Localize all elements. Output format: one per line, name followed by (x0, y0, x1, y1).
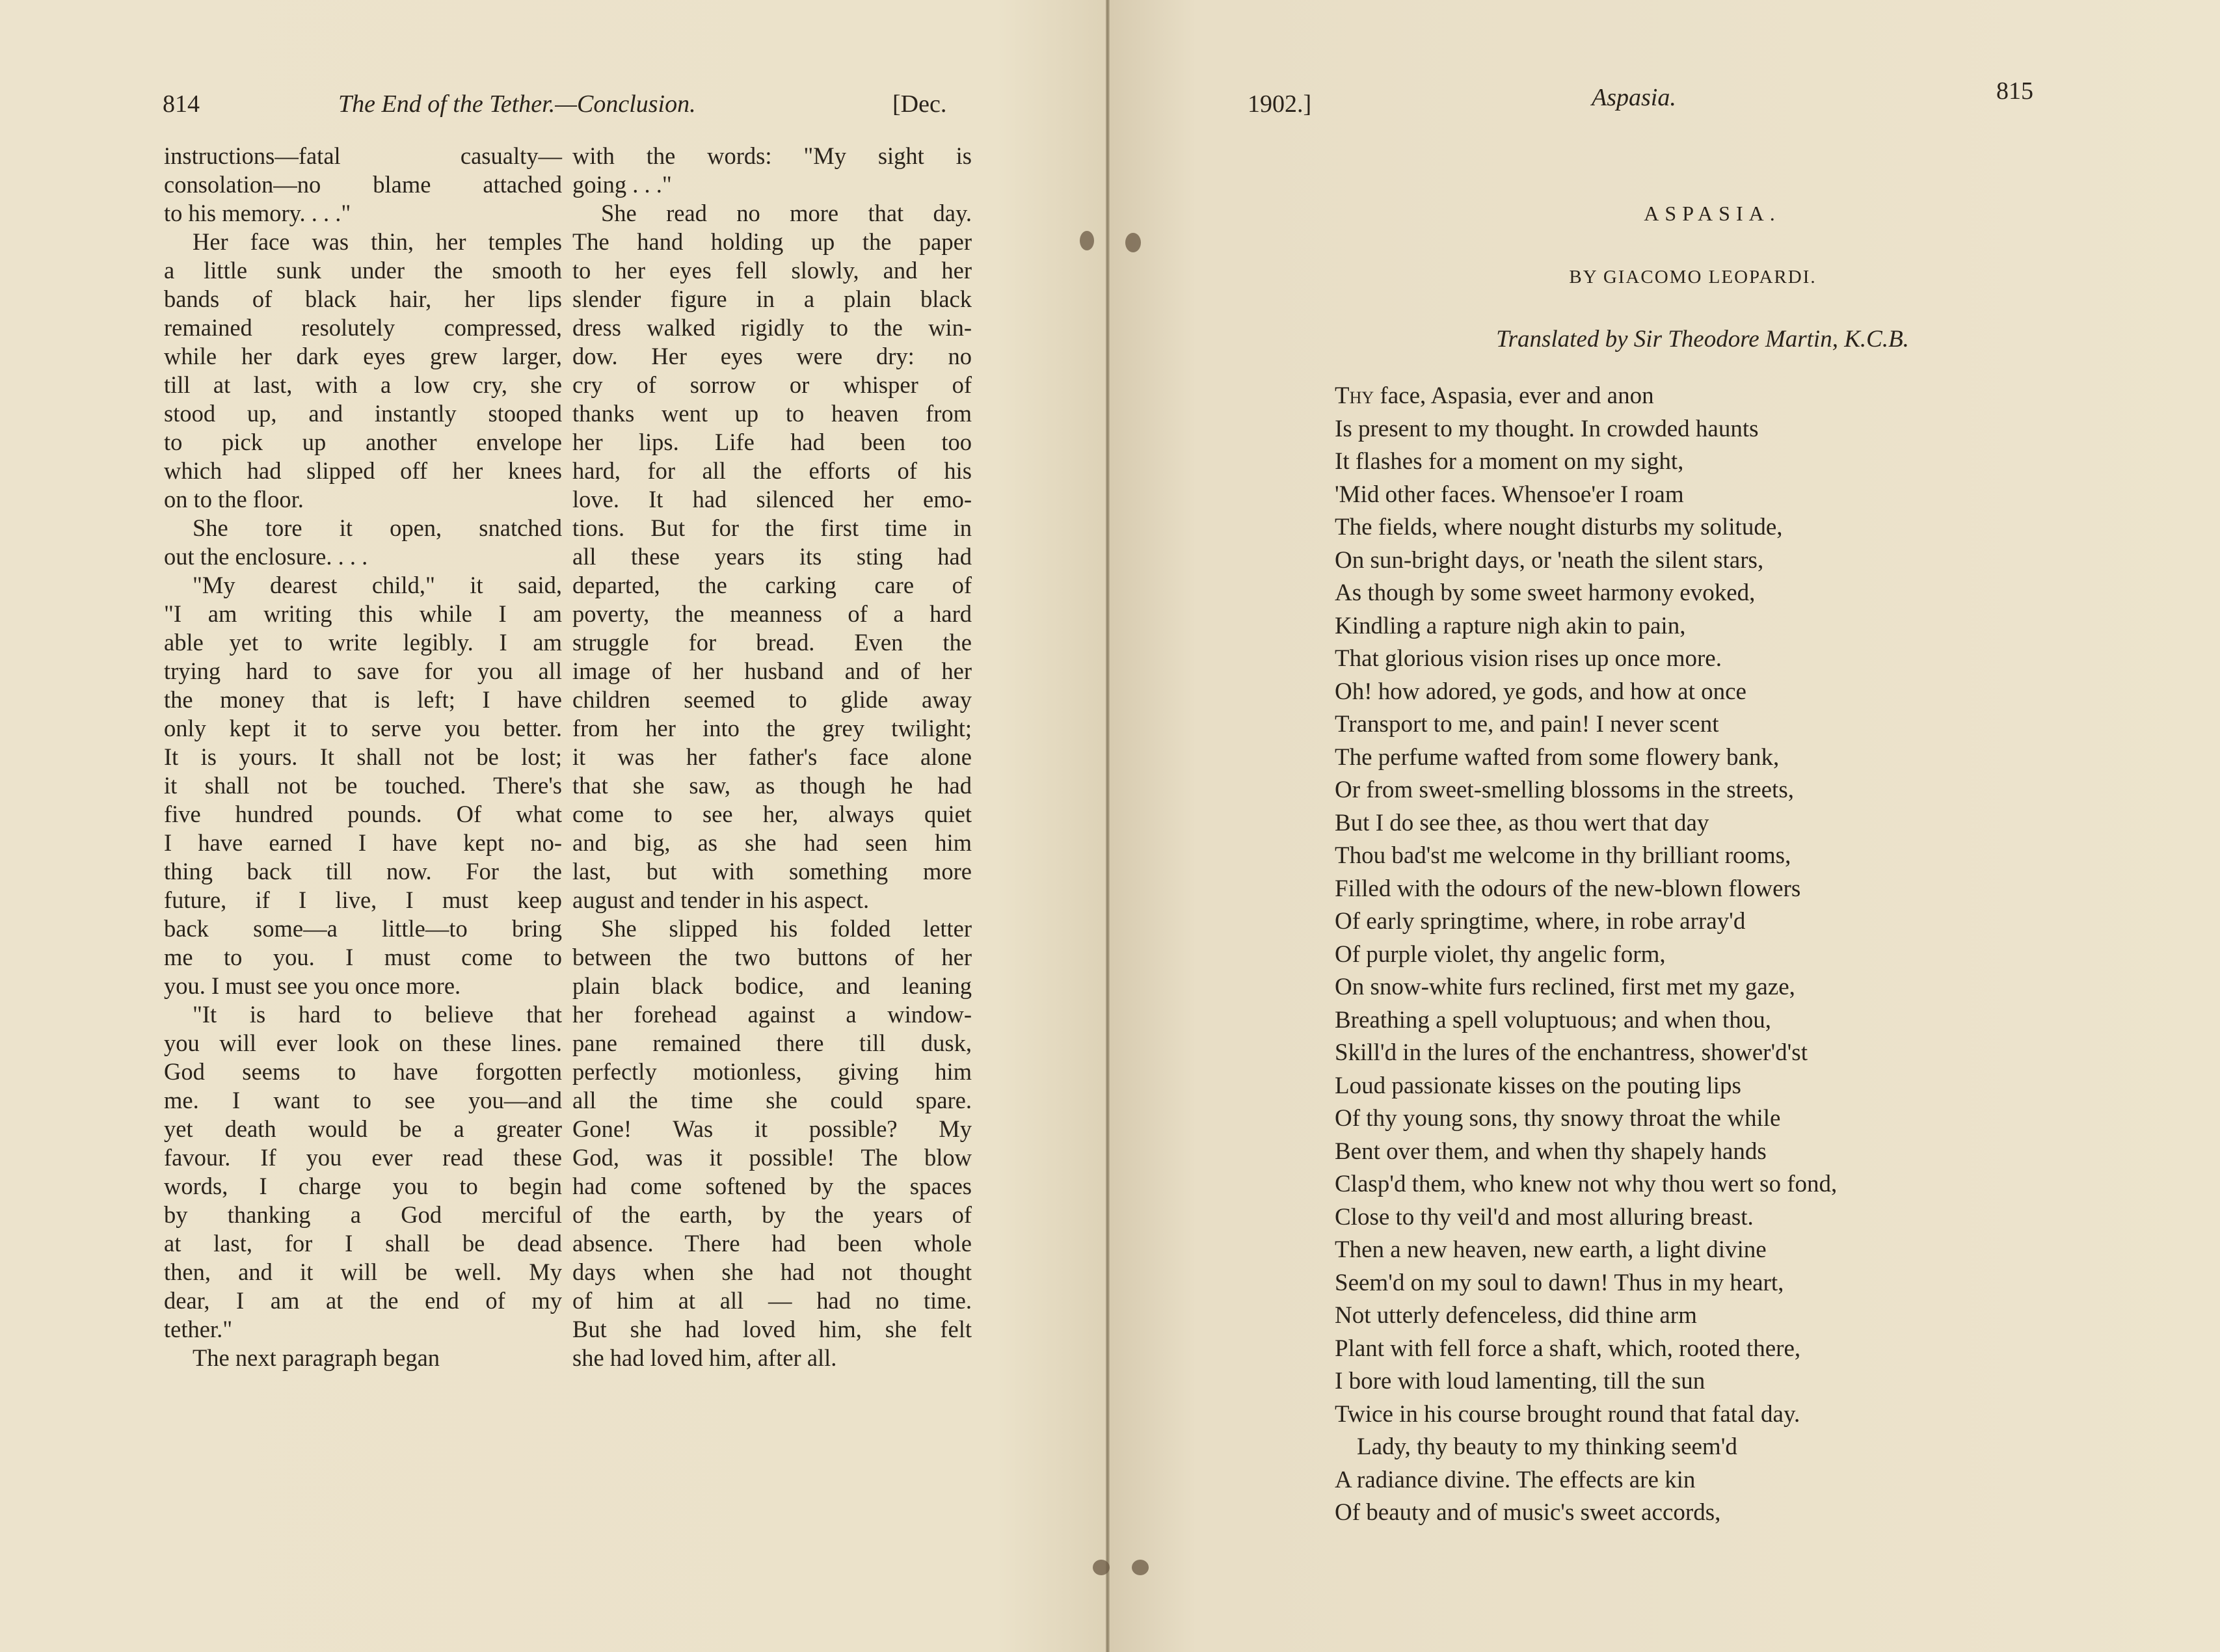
text-line: It is yours. It shall not be lost; (164, 743, 562, 770)
text-line: But she had loved him, she felt (572, 1316, 972, 1342)
text-line: "My dearest child," it said, (193, 572, 562, 598)
poem-author: BY GIACOMO LEOPARDI. (1569, 267, 1817, 287)
text-line: of the earth, by the years of (572, 1201, 972, 1228)
text-line: till at last, with a low cry, she (164, 371, 562, 398)
text-line: that she saw, as though he had (572, 772, 972, 799)
text-line: consolation—no blame attached (164, 171, 562, 198)
poem-line: 'Mid other faces. Whensoe'er I roam (1335, 481, 1684, 508)
text-line: her lips. Life had been too (572, 429, 972, 455)
text-line: then, and it will be well. My (164, 1259, 562, 1285)
text-line: a little sunk under the smooth (164, 257, 562, 284)
text-line: all the time she could spare. (572, 1087, 972, 1113)
text-line: image of her husband and of her (572, 658, 972, 684)
poem-line: It flashes for a moment on my sight, (1335, 448, 1684, 475)
text-line: from her into the grey twilight; (572, 715, 972, 741)
text-line: The hand holding up the paper (572, 228, 972, 255)
text-line: to pick up another envelope (164, 429, 562, 455)
poem-line (1335, 380, 1837, 413)
text-line: me. I want to see you—and (164, 1087, 562, 1113)
text-line: pane remained there till dusk, (572, 1030, 972, 1056)
left-running-title: The End of the Tether.—Conclusion. (338, 90, 696, 118)
poem-line: Plant with fell force a shaft, which, rooted there, (1335, 1335, 1801, 1362)
poem-line: On sun-bright days, or 'neath the silent stars, (1335, 546, 1764, 574)
binding-thread-mark (1080, 231, 1094, 250)
poem-line: Oh! how adored, ye gods, and how at once (1335, 678, 1746, 705)
text-line: tions. But for the first time in (572, 514, 972, 541)
poem-line: But I do see thee, as thou wert that day (1335, 809, 1709, 836)
poem-first-word: Thy (1335, 382, 1374, 409)
poem-translator: Translated by Sir Theodore Martin, K.C.B. (1496, 326, 1909, 353)
text-line: between the two buttons of her (572, 944, 972, 970)
poem-line: Seem'd on my soul to dawn! Thus in my heart, (1335, 1269, 1784, 1296)
text-line: departed, the carking care of (572, 572, 972, 598)
text-line: "I am writing this while I am (164, 600, 562, 627)
binding-thread-mark (1132, 1560, 1149, 1575)
text-line: you will ever look on these lines. (164, 1030, 562, 1056)
poem-line: The fields, where nought disturbs my solitude, (1335, 514, 1783, 540)
left-page (0, 0, 1107, 1652)
text-line: to his memory. . . ." (164, 200, 351, 226)
poem-line: Transport to me, and pain! I never scent (1335, 711, 1719, 738)
text-line: at last, for I shall be dead (164, 1230, 562, 1257)
binding-thread-mark (1125, 233, 1141, 252)
text-line: and big, as she had seen him (572, 829, 972, 856)
text-line: stood up, and instantly stooped (164, 400, 562, 427)
text-line: plain black bodice, and leaning (572, 972, 972, 999)
poem-line: As though by some sweet harmony evoked, (1335, 580, 1756, 606)
text-line: come to see her, always quiet (572, 801, 972, 827)
text-line: it was her father's face alone (572, 743, 972, 770)
text-line: on to the floor. (164, 486, 304, 513)
poem-line-text: face, Aspasia, ever and anon (1374, 382, 1654, 409)
text-line: with the words: "My sight is (572, 142, 972, 169)
poem-line: Skill'd in the lures of the enchantress, shower'd'st (1335, 1039, 1808, 1066)
text-line: had come softened by the spaces (572, 1173, 972, 1199)
text-line: me to you. I must come to (164, 944, 562, 970)
right-header-year: 1902.] (1248, 90, 1312, 118)
text-line: words, I charge you to begin (164, 1173, 562, 1199)
poem-line: Lady, thy beauty to my thinking seem'd (1357, 1433, 1737, 1460)
poem-line: Loud passionate kisses on the pouting lips (1335, 1072, 1741, 1099)
text-line: back some—a little—to bring (164, 915, 562, 942)
left-page-number: 814 (163, 90, 200, 118)
text-line: poverty, the meanness of a hard (572, 600, 972, 627)
poem-line: Of purple violet, thy angelic form, (1335, 940, 1666, 968)
text-line: perfectly motionless, giving him (572, 1058, 972, 1085)
right-page (1107, 0, 2220, 1652)
poem-line: Of beauty and of music's sweet accords, (1335, 1499, 1721, 1526)
text-line: days when she had not thought (572, 1259, 972, 1285)
text-line: the money that is left; I have (164, 686, 562, 713)
text-line: The next paragraph began (193, 1344, 440, 1371)
poem-line: Breathing a spell voluptuous; and when thou, (1335, 1006, 1772, 1033)
poem-line: The perfume wafted from some flowery bank, (1335, 743, 1780, 771)
poem-line: Kindling a rapture nigh akin to pain, (1335, 612, 1686, 639)
text-line: She slipped his folded letter (601, 915, 972, 942)
poem-line: Clasp'd them, who knew not why thou wert so fond, (1335, 1171, 1838, 1197)
text-line: dow. Her eyes were dry: no (572, 343, 972, 369)
poem-line: That glorious vision rises up once more. (1335, 645, 1722, 672)
text-line: favour. If you ever read these (164, 1144, 562, 1171)
poem-line: A radiance divine. The effects are kin (1335, 1466, 1696, 1493)
poem-body (1335, 380, 1837, 1530)
text-line: dear, I am at the end of my (164, 1287, 562, 1314)
text-line: She tore it open, snatched (193, 514, 562, 541)
poem-line: Close to thy veil'd and most alluring breast. (1335, 1203, 1754, 1231)
poem-line: Twice in his course brought round that fatal day. (1335, 1400, 1800, 1428)
text-line: absence. There had been whole (572, 1230, 972, 1257)
text-line: august and tender in his aspect. (572, 886, 870, 913)
text-line: She read no more that day. (601, 200, 972, 226)
text-line: going . . ." (572, 171, 672, 198)
text-line: her forehead against a window- (572, 1001, 972, 1028)
text-line: of him at all — had no time. (572, 1287, 972, 1314)
text-line: while her dark eyes grew larger, (164, 343, 562, 369)
text-line: cry of sorrow or whisper of (572, 371, 972, 398)
text-line: dress walked rigidly to the win- (572, 314, 972, 341)
poem-line: Of thy young sons, thy snowy throat the while (1335, 1105, 1781, 1132)
text-line: slender figure in a plain black (572, 286, 972, 312)
text-line: hard, for all the efforts of his (572, 457, 972, 484)
poem-line: Or from sweet-smelling blossoms in the streets, (1335, 777, 1794, 803)
text-line: God, was it possible! The blow (572, 1144, 972, 1171)
text-line: to her eyes fell slowly, and her (572, 257, 972, 284)
poem-line: Filled with the odours of the new-blown flowers (1335, 875, 1801, 902)
text-line: she had loved him, after all. (572, 1344, 837, 1371)
text-line: bands of black hair, her lips (164, 286, 562, 312)
text-line: trying hard to save for you all (164, 658, 562, 684)
poem-line: Bent over them, and when thy shapely hands (1335, 1138, 1767, 1165)
text-line: struggle for bread. Even the (572, 629, 972, 656)
text-line: five hundred pounds. Of what (164, 801, 562, 827)
right-page-number: 815 (1996, 77, 2033, 105)
binding-thread-mark (1093, 1560, 1110, 1575)
poem-line: Is present to my thought. In crowded haunts (1335, 415, 1759, 442)
book-gutter (1106, 0, 1110, 1652)
text-line: which had slipped off her knees (164, 457, 562, 484)
text-line: thing back till now. For the (164, 858, 562, 885)
text-line: children seemed to glide away (572, 686, 972, 713)
left-column-2 (572, 142, 972, 1372)
text-line: yet death would be a greater (164, 1115, 562, 1142)
text-line: able yet to write legibly. I am (164, 629, 562, 656)
left-column-1 (164, 142, 562, 1372)
poem-line: Not utterly defenceless, did thine arm (1335, 1302, 1697, 1329)
text-line: all these years its sting had (572, 543, 972, 570)
text-line: Gone! Was it possible? My (572, 1115, 972, 1142)
text-line: tether." (164, 1316, 233, 1342)
text-line: by thanking a God merciful (164, 1201, 562, 1228)
text-line: thanks went up to heaven from (572, 400, 972, 427)
text-line: "It is hard to believe that (193, 1001, 562, 1028)
text-line: God seems to have forgotten (164, 1058, 562, 1085)
text-line: only kept it to serve you better. (164, 715, 562, 741)
text-line: instructions—fatal casualty— (164, 142, 562, 169)
right-running-title: Aspasia. (1592, 84, 1676, 111)
text-line: out the enclosure. . . . (164, 543, 368, 570)
poem-line: I bore with loud lamenting, till the sun (1335, 1368, 1705, 1394)
left-header-date: [Dec. (892, 90, 947, 118)
text-line: it shall not be touched. There's (164, 772, 562, 799)
text-line: Her face was thin, her temples (193, 228, 562, 255)
text-line: future, if I live, I must keep (164, 886, 562, 913)
text-line: you. I must see you once more. (164, 972, 461, 999)
poem-line: Thou bad'st me welcome in thy brilliant rooms, (1335, 842, 1791, 869)
text-line: love. It had silenced her emo- (572, 486, 972, 513)
text-line: remained resolutely compressed, (164, 314, 562, 341)
poem-line: On snow-white furs reclined, first met my gaze, (1335, 974, 1795, 1000)
poem-title: ASPASIA. (1644, 202, 1781, 225)
poem-line: Of early springtime, where, in robe array'd (1335, 908, 1746, 935)
poem-line: Then a new heaven, new earth, a light divine (1335, 1236, 1767, 1263)
text-line: last, but with something more (572, 858, 972, 885)
text-line: I have earned I have kept no- (164, 829, 562, 856)
